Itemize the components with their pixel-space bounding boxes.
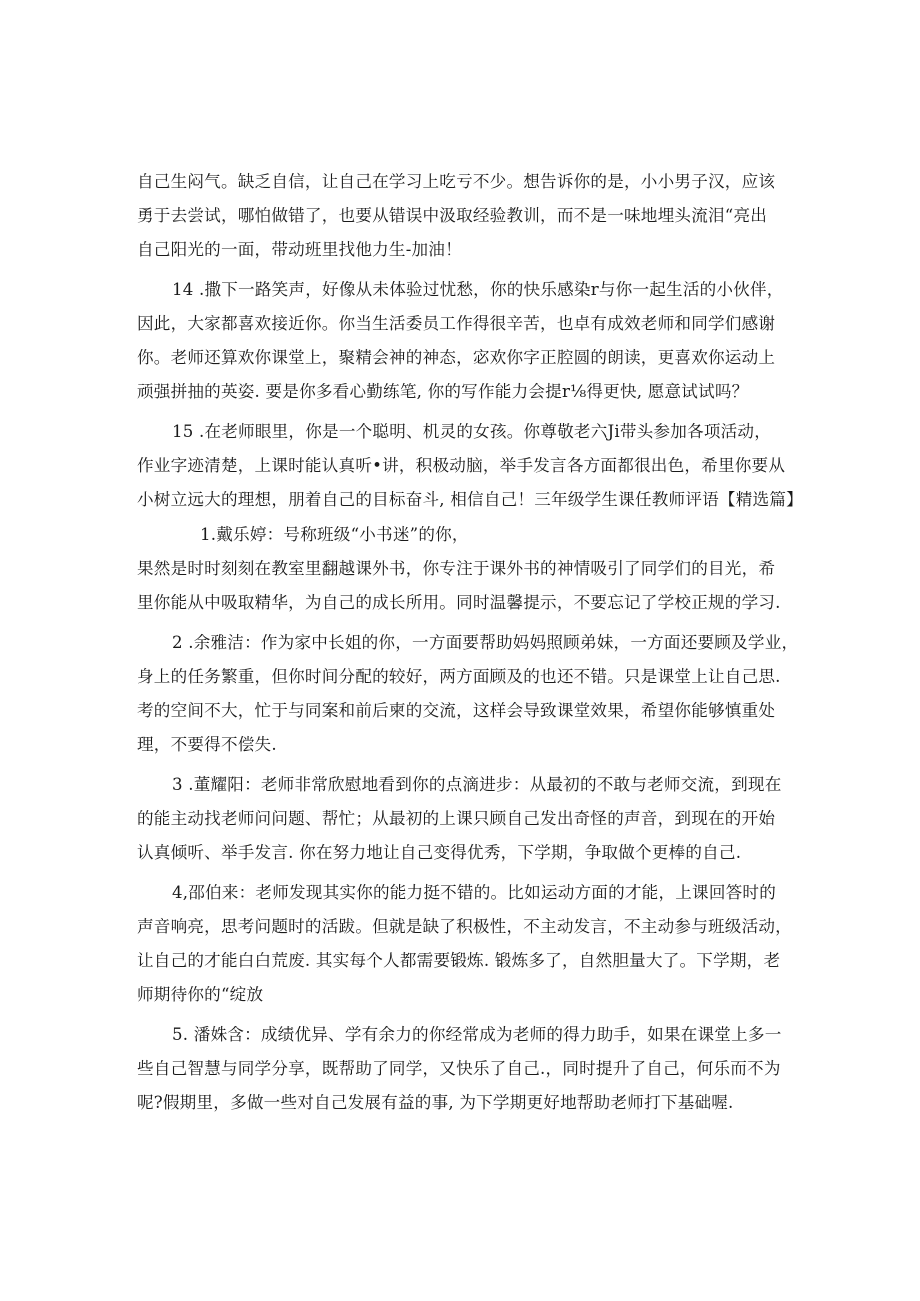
text-line: 的能主动找老师问问题、帮忙；从最初的上课只顾自己发出奇怪的声音，到现在的开始 (137, 809, 776, 828)
text-line: 让自己的才能白白荒废. 其实每个人都需要锻炼. 锻炼多了，自然胆量大了。下学期，老 (137, 951, 781, 970)
text-line: 1.戴乐婷：号称班级“小书迷”的你， (200, 525, 469, 544)
text-line: 因此，大家都喜欢接近你。你当生活委员工作得很辛苦，也卓有成效老师和同学们感谢 (137, 314, 776, 333)
text-line: 声音响亮，思考问题时的活跋。但就是缺了积极性，不主动发言，不主动参与班级活动， (137, 917, 792, 936)
text-line: 作业字迹清楚，上课时能认真听•讲，积极动脑，举手发言各方面都很出色，希里你要从 (137, 456, 786, 475)
text-line: 认真倾听、举手发言. 你在努力地让自己变得优秀，下学期，争取做个更棒的自己. (137, 843, 742, 862)
text-line: 果然是时时刻刻在教室里翻越课外书，你专注于课外书的神情吸引了同学们的目光，希 (137, 559, 776, 578)
text-line: 3 .董耀阳：老师非常欣慰地看到你的点滴进步：从最初的不敢与老师交流，到现在 (172, 775, 782, 794)
text-line: 4,邵伯来：老师发现其实你的能力挺不错的。比如运动方面的才能，上课回答时的 (172, 883, 777, 902)
text-line: 5. 潘姝含：成绩优异、学有余力的你经常成为老师的得力助手，如果在课堂上多一 (172, 1025, 782, 1044)
text-line: 2 .余雅洁：作为家中长姐的你，一方面要帮助妈妈照顾弟妹，一方面还要顾及学业， (172, 633, 799, 652)
text-line: 考的空间不大，忙于与同案和前后柬的交流，这样会导致课堂效果，希望你能够慎重处 (137, 701, 776, 720)
text-line: 你。老师还算欢你课堂上，聚精会神的神态，宓欢你字正腔圆的朗读，更喜欢你运动上 (137, 348, 776, 367)
text-line: 师期待你的“绽放 (137, 985, 264, 1004)
text-line: 自己阳光的一面，带动班里找他力生-加油！ (137, 240, 462, 259)
text-line: 小树立远大的理想，朋着自己的目标奋斗, 相信自己！三年级学生课任教师评语【精选篇】 (137, 490, 803, 509)
text-line: 顽强拼抽的英姿. 要是你多看心勤练笔, 你的写作能力会提r⅛得更快, 愿意试试吗？ (137, 382, 749, 401)
text-line: 14 .撒下一路笑声，好像从未体验过忧愁，你的快乐感染r与你一起生活的小伙伴， (172, 280, 784, 299)
text-line: 勇于去尝试，哪怕做错了，也要从错误中汲取经验教训，而不是一味地埋头流泪“亮出 (137, 206, 768, 225)
text-line: 15 .在老师眼里，你是一个聪明、机灵的女孩。你尊敬老六Ji带头参加各项活动， (172, 422, 772, 441)
text-line: 里你能从中吸取精华，为自己的成长所用。同时温馨提示，不要忘记了学校正规的学习. (137, 593, 781, 612)
text-line: 身上的任务繁重，但你时间分配的较好，两方面顾及的也还不错。只是课堂上让自己思. (137, 667, 781, 686)
text-line: 自己生闷气。缺乏自信，让自己在学习上吃亏不少。想告诉你的是，小小男子汉，应该 (137, 172, 776, 191)
text-line: 呢?假期里，多做一些对自己发展有益的事, 为下学期更好地帮助老师打下基础喔. (137, 1093, 734, 1112)
text-line: 些自己智慧与同学分享，既帮助了同学，又快乐了自己.，同时提升了自己，何乐而不为 (137, 1059, 781, 1078)
text-line: 理，不要得不偿失. (137, 735, 277, 754)
